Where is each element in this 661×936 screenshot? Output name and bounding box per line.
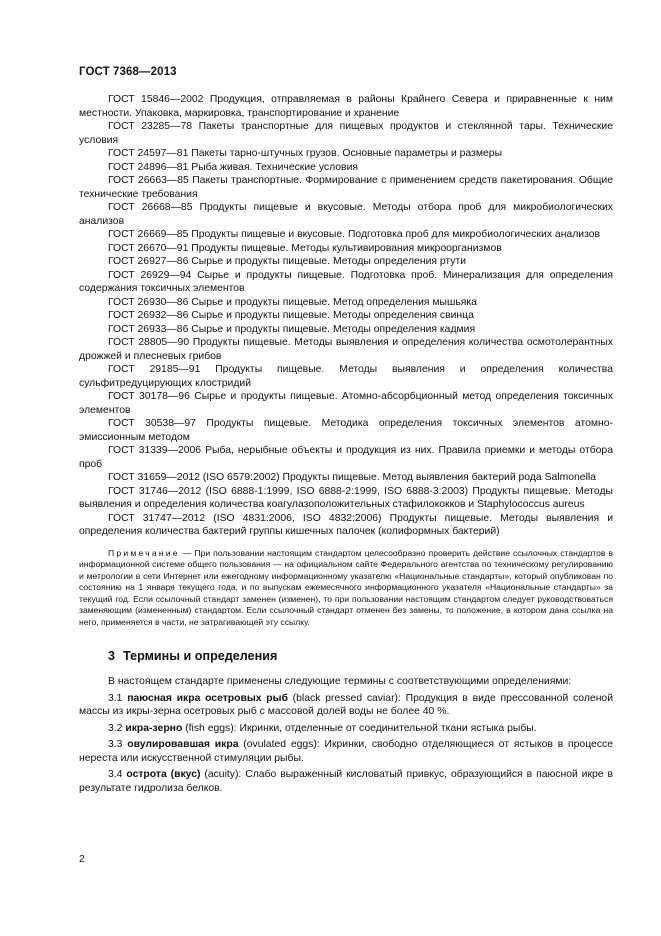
term-english: (fish eggs): [185, 722, 237, 734]
reference-item: ГОСТ 30178—96 Сырье и продукты пищевые. Атомно-абсорбционный метод определения токсичных элементов [79, 391, 613, 416]
reference-item: ГОСТ 26930—86 Сырье и продукты пищевые. Метод определения мышьяка [108, 296, 477, 308]
term-name: паюсная икра осетровых рыб [127, 692, 288, 704]
reference-item: ГОСТ 29185—91 Продукты пищевые. Методы выявления и определения количества сульфитредуцирующих клостридий [79, 364, 613, 389]
reference-item: ГОСТ 26669—85 Продукты пищевые и вкусовые. Подготовка проб для микробиологических анализов [108, 229, 601, 240]
reference-item: ГОСТ 26670—91 Продукты пищевые. Методы культивирования микроорганизмов [108, 242, 502, 254]
term-english: (acuity): [204, 769, 242, 781]
reference-item: ГОСТ 26927—86 Сырье и продукты пищевые. Методы определения ртути [108, 256, 467, 267]
reference-item: ГОСТ 26663—85 Пакеты транспортные. Формирование с применением средств пакетирования. Общие технические требования [79, 175, 613, 200]
reference-item: ГОСТ 31747—2012 (ISO 4831:2006, ISO 4832:2006) Продукты пищевые. Методы выявления и определения количества бактерий группы кишечных палочек (колиформных бактерий) [79, 512, 613, 537]
document-body [79, 93, 613, 798]
reference-item: ГОСТ 26932—86 Сырье и продукты пищевые. Методы определения свинца [108, 310, 474, 321]
term-name: икра-зерно [125, 722, 183, 734]
note-label: Примечание [108, 547, 180, 558]
term-definition [79, 722, 613, 736]
reference-item: ГОСТ 26668—85 Продукты пищевые и вкусовые. Методы отбора проб для микробиологических анализов [79, 202, 613, 227]
term-text: Икринки, свободно отделяющиеся от ястыков в процессе нереста или искусственной стимуляции рыбы. [79, 739, 613, 764]
reference-item: ГОСТ 31659—2012 (ISO 6579:2002) Продукты пищевые. Метод выявления бактерий рода Salmonella [108, 472, 596, 483]
reference-item: ГОСТ 31746—2012 (ISO 6888-1:1999, ISO 6888-2:1999, ISO 6888-3:2003) Продукты пищевые. Методы выявления и определения количества коагулазоположительных стафилококков и Staphylococcus aureus [79, 485, 613, 510]
section-intro: В настоящем стандарте применены следующие термины с соответствующими определениями: [108, 676, 572, 688]
term-number: 3.3 [108, 739, 123, 751]
note-text: — При пользовании настоящим стандартом целесообразно проверить действие ссылочных стандартов в информационной системе общего пользования — на официальном сайте Федерального агентства по техническому регулированию и метрологии в сети Интернет или ежегодному информационному указателю «Национальные стандарты», который опубликован по состоянию на 1 января текущего года, и по выпускам ежемесячного информационного указателя «Национальные стандарты» за текущий год. Если ссылочный стандарт заменен (изменен), то при пользовании настоящим стандартом следует руководствоваться заменяющим (измененным) стандартом. Если ссылочный стандарт отменен без замены, то положение, в котором дана ссылка на него, применяется в части, не затрагивающей эту ссылку. [79, 547, 614, 628]
term-number: 3.1 [108, 692, 123, 704]
term-definition [79, 768, 613, 795]
term-text: Продукция в виде прессованной соленой массы из икры-зерна осетровых рыб с массовой долей воды не более 40 %. [79, 692, 614, 718]
page-number: 2 [79, 854, 85, 865]
term-text: Икринки, отделенные от соединительной ткани ястыка рыбы. [239, 722, 537, 734]
term-name: овулировавшая икра [127, 739, 239, 751]
reference-item: ГОСТ 30538—97 Продукты пищевые. Методика определения токсичных элементов атомно-эмиссионным методом [79, 418, 613, 443]
term-english: (black pressed caviar): [292, 692, 401, 704]
section-heading [108, 650, 613, 664]
document-header: ГОСТ 7368—2013 [79, 66, 177, 78]
term-english: (ovulated eggs): [243, 739, 320, 751]
reference-item: ГОСТ 23285—78 Пакеты транспортные для пищевых продуктов и стеклянной тары. Технические условия [79, 121, 613, 146]
section-number: 3 [108, 648, 116, 663]
reference-item: ГОСТ 28805—90 Продукты пищевые. Методы выявления и определения количества осмотолерантных дрожжей и плесневых грибов [79, 337, 613, 362]
reference-item: ГОСТ 24896—81 Рыба живая. Технические условия [108, 161, 358, 173]
term-number: 3.4 [108, 769, 123, 781]
term-number: 3.2 [108, 722, 123, 734]
term-name: острота (вкус) [126, 769, 201, 781]
section-title: Термины и определения [123, 648, 278, 663]
term-definition [79, 738, 613, 765]
normative-references-list [79, 93, 613, 539]
reference-item: ГОСТ 26933—86 Сырье и продукты пищевые. Методы определения кадмия [108, 323, 476, 335]
reference-item: ГОСТ 15846—2002 Продукция, отправляемая в районы Крайнего Севера и приравненные к ним местности. Упаковка, маркировка, транспортирование и хранение [79, 94, 613, 119]
note-paragraph [79, 548, 613, 629]
reference-item: ГОСТ 24597—81 Пакеты тарно-штучных грузов. Основные параметры и размеры [108, 148, 503, 159]
reference-item: ГОСТ 31339—2006 Рыба, нерыбные объекты и продукция из них. Правила приемки и методы отбора проб [79, 445, 613, 470]
term-text: Слабо выраженный кисловатый привкус, образующийся в паюсной икре в результате гидролиза белков. [79, 769, 614, 794]
reference-item: ГОСТ 26929—94 Сырье и продукты пищевые. Подготовка проб. Минерализация для определения содержания токсичных элементов [79, 269, 613, 294]
term-definition [79, 692, 613, 719]
